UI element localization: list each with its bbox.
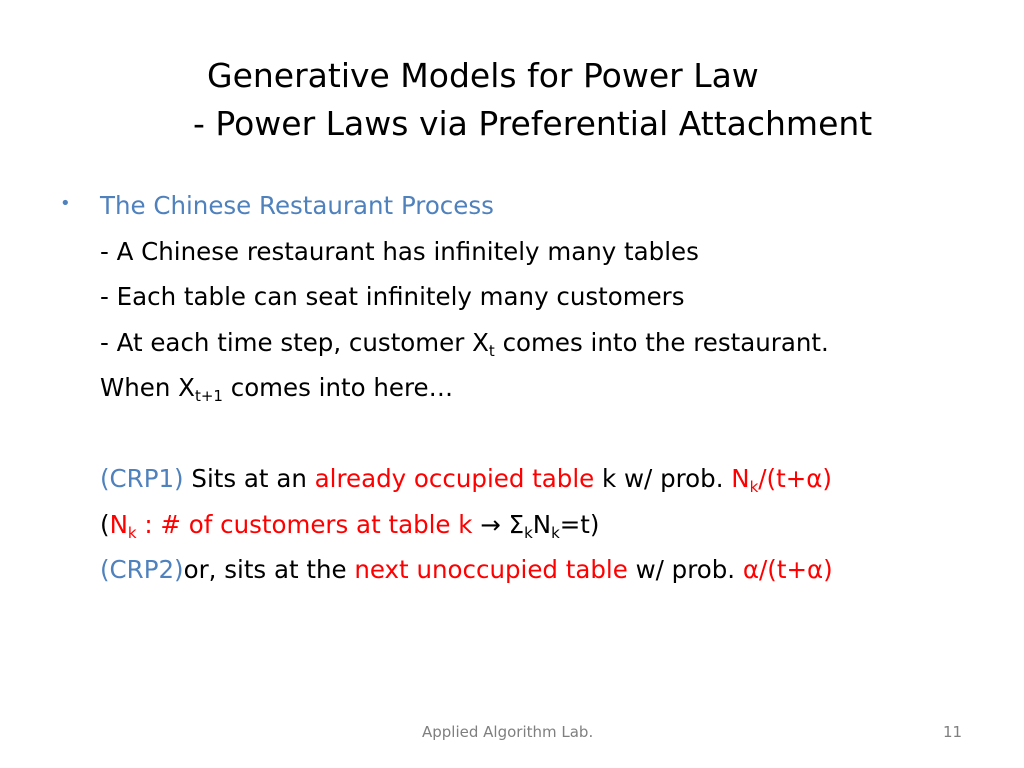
text: (	[100, 509, 110, 539]
text: comes into the restaurant.	[494, 327, 829, 357]
text: N	[731, 464, 750, 493]
page-number: 11	[943, 723, 963, 741]
crp1-label: (CRP1)	[100, 464, 184, 493]
crp2-label: (CRP2)	[100, 555, 184, 584]
bullet-heading: The Chinese Restaurant Process	[100, 191, 494, 220]
text: N	[109, 509, 128, 539]
subscript: t	[488, 341, 495, 360]
spacer	[100, 411, 1000, 457]
slide-title	[0, 52, 1024, 148]
text: w/ prob.	[627, 555, 743, 584]
text: When X	[100, 373, 195, 402]
body-line-2: - Each table can seat infinitely many customers	[100, 282, 685, 311]
text: or, sits at the	[183, 555, 355, 584]
crp2-probability: α/(t+α)	[742, 555, 833, 584]
title-line-1: Generative Models for Power Law	[207, 56, 759, 95]
body-line-1: - A Chinese restaurant has infinitely many tables	[100, 236, 699, 266]
title-line-2: - Power Laws via Preferential Attachment	[193, 104, 873, 143]
subscript: k	[524, 523, 533, 542]
subscript: t+1	[194, 387, 223, 405]
crp1-highlight: already occupied table	[314, 464, 595, 493]
arrow-icon: →	[472, 509, 509, 539]
text: - At each time step, customer X	[100, 327, 489, 357]
text: comes into here…	[222, 373, 454, 402]
subscript: k	[127, 523, 137, 542]
text: N	[532, 509, 552, 539]
note-line	[100, 502, 1000, 548]
body-line-4	[100, 365, 1000, 411]
crp1-probability	[731, 464, 832, 496]
bullet-dot: •	[60, 193, 71, 214]
text: Sits at an	[183, 464, 315, 493]
crp2-highlight: next unoccupied table	[354, 555, 628, 584]
crp1-line	[100, 456, 1000, 502]
text: : # of customers at table k	[136, 509, 473, 539]
sigma-symbol: Σ	[508, 509, 525, 539]
crp2-line	[100, 547, 1000, 593]
subscript: k	[749, 478, 759, 496]
note-nk	[109, 509, 473, 542]
slide-body	[100, 183, 1000, 593]
subscript: k	[551, 523, 560, 542]
text: k w/ prob.	[594, 464, 732, 493]
text: =t)	[559, 509, 600, 539]
text: /(t+α)	[758, 464, 832, 493]
body-line-3	[100, 320, 1000, 366]
footer-lab-name: Applied Algorithm Lab.	[422, 723, 594, 741]
